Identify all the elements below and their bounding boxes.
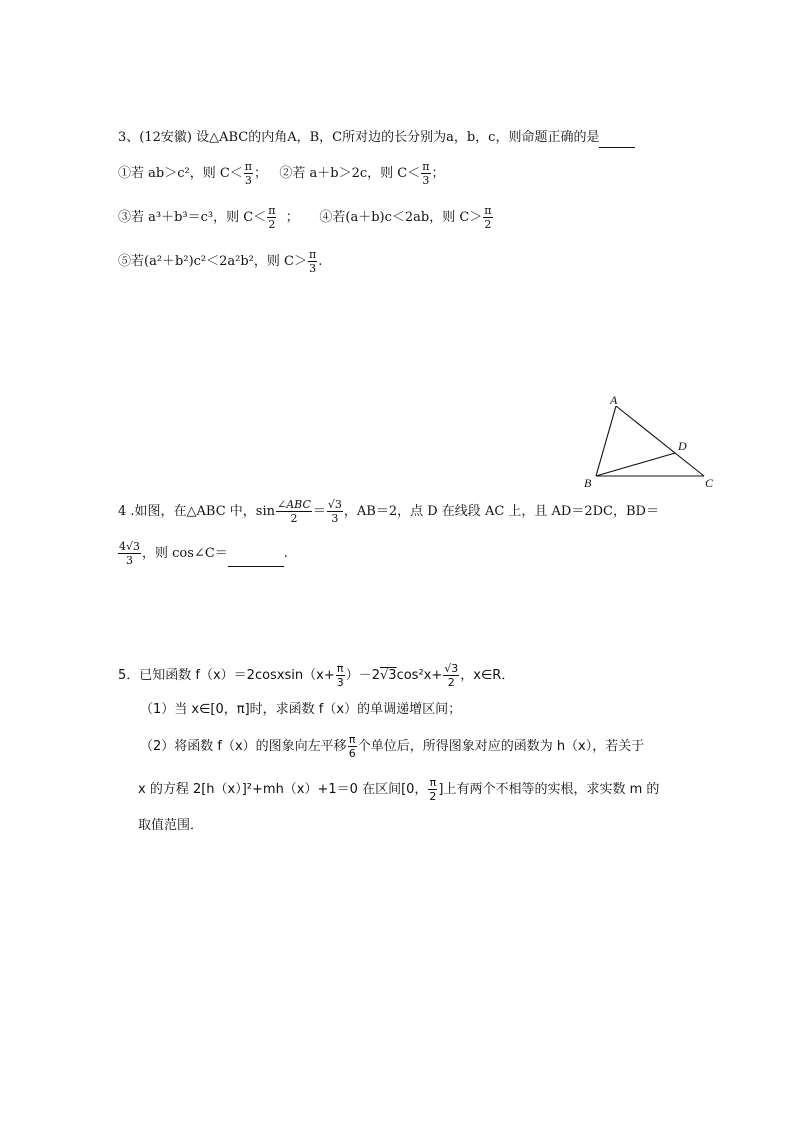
fraction-half-angle: $\frac{\text{∠ABC}}{2}$ bbox=[277, 498, 311, 525]
answer-blank bbox=[228, 566, 284, 567]
label-a: A bbox=[610, 393, 618, 407]
triangle-figure bbox=[578, 392, 718, 492]
q5-sub2-cont: x 的方程 2[h（x）]²+mh（x）+1＝0 在区间[0， $\frac{\pi}{2}$ ]上有两个不相等的实根，求实数 m 的 bbox=[138, 776, 660, 803]
fraction-pi-3: $\frac{\pi}{3}$ bbox=[422, 160, 430, 187]
q4-line2: $\frac{4√3}{3}$ ，则 cos∠C＝ . bbox=[119, 540, 288, 567]
fraction-pi-3: $\frac{\pi}{3}$ bbox=[336, 662, 344, 689]
label-d: D bbox=[678, 439, 687, 453]
answer-blank bbox=[599, 147, 635, 148]
fraction-4sqrt3-3: $\frac{4√3}{3}$ bbox=[119, 540, 141, 567]
fraction-pi-2: $\frac{\pi}{2}$ bbox=[484, 204, 492, 231]
fraction-pi-3: $\frac{\pi}{3}$ bbox=[244, 160, 253, 187]
q3-options-row1: ①若 ab＞c²，则 C＜ $\frac{\pi}{3}$ ； ②若 a＋b＞2c，则 C＜ $\frac{\pi}{3}$ ； bbox=[118, 160, 445, 187]
fraction-pi-6: $\frac{\pi}{6}$ bbox=[348, 733, 356, 760]
q5-sub2-end: 取值范围． bbox=[138, 818, 204, 833]
side-ac bbox=[616, 406, 704, 476]
fraction-sqrt3-3: $\frac{√3}{3}$ bbox=[327, 498, 342, 525]
q3-options-row2: ③若 a³＋b³＝c³，则 C＜ $\frac{\pi}{2}$ ； ④若(a＋b)c＜2ab，则 C＞ $\frac{\pi}{2}$ bbox=[118, 204, 492, 231]
fraction-pi-3: $\frac{\pi}{3}$ bbox=[308, 248, 317, 275]
q3-options-row3: ⑤若(a²＋b²)c²＜2a²b²，则 C＞ $\frac{\pi}{3}$ . bbox=[118, 248, 323, 275]
fraction-pi-2: $\frac{\pi}{2}$ bbox=[268, 204, 276, 231]
fraction-sqrt3-2: $\frac{√3}{2}$ bbox=[444, 662, 459, 689]
q5-sub2: （2）将函数 f（x）的图象向左平移 $\frac{\pi}{6}$ 个单位后，所得图象对应的函数为 h（x），若关于 bbox=[140, 733, 645, 760]
q4-line1: 4 .如图，在△ABC 中，sin $\frac{\text{∠ABC}}{2}$ ＝ $\frac{√3}{3}$ ，AB＝2，点 D 在线段 AC 上，且 AD＝2DC，BD＝ bbox=[118, 498, 659, 525]
label-b: B bbox=[584, 476, 592, 490]
fraction-pi-2: $\frac{\pi}{2}$ bbox=[429, 776, 437, 803]
q3-stem: 3、(12安徽) 设△ABC的内角A，B，C所对边的长分别为a，b，c，则命题正确的是 bbox=[118, 128, 635, 148]
segment-bd bbox=[596, 453, 675, 476]
side-ab bbox=[596, 406, 616, 476]
label-c: C bbox=[705, 476, 714, 490]
q5-line1: 5．已知函数 f（x）＝2cosxsin（x+ $\frac{\pi}{3}$ ）－2√3cos²x+ $\frac{√3}{2}$ ，x∈R． bbox=[118, 662, 515, 689]
q5-sub1: （1）当 x∈[0，π]时，求函数 f（x）的单调递增区间； bbox=[140, 702, 462, 717]
